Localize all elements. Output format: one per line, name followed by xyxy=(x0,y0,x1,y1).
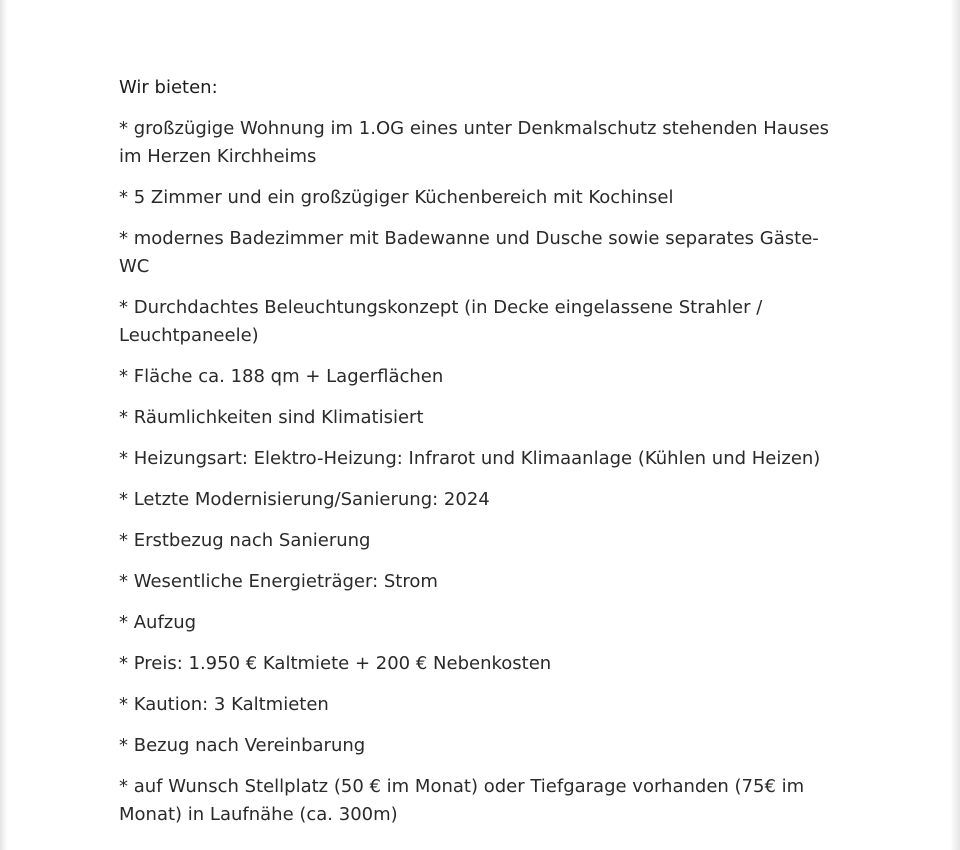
list-item: * Durchdachtes Beleuchtungskonzept (in Decke eingelassene Strahler / Leuchtpaneele) xyxy=(119,297,763,346)
list-item: * Heizungsart: Elektro-Heizung: Infrarot und Klimaanlage (Kühlen und Heizen) xyxy=(119,448,821,469)
list-item: * großzügige Wohnung im 1.OG eines unter Denkmalschutz stehenden Hauses im Herzen Kirchheims xyxy=(119,118,830,167)
list-item: * Erstbezug nach Sanierung xyxy=(119,530,371,551)
list-item: * Fläche ca. 188 qm + Lagerflächen xyxy=(119,366,444,387)
page-edge-right xyxy=(950,0,960,850)
document-content xyxy=(119,74,839,842)
section-heading: Wir bieten: xyxy=(119,77,218,98)
list-item: * modernes Badezimmer mit Badewanne und Dusche sowie separates Gäste-WC xyxy=(119,228,819,277)
list-item: * Bezug nach Vereinbarung xyxy=(119,735,366,756)
list-item: * Letzte Modernisierung/Sanierung: 2024 xyxy=(119,489,490,510)
list-item: * Preis: 1.950 € Kaltmiete + 200 € Nebenkosten xyxy=(119,653,552,674)
list-item: * Räumlichkeiten sind Klimatisiert xyxy=(119,407,424,428)
list-item: * auf Wunsch Stellplatz (50 € im Monat) oder Tiefgarage vorhanden (75€ im Monat) in Laufnähe (ca. 300m) xyxy=(119,776,805,825)
list-item: * Wesentliche Energieträger: Strom xyxy=(119,571,438,592)
list-item: * Aufzug xyxy=(119,612,197,633)
list-item: * Kaution: 3 Kaltmieten xyxy=(119,694,329,715)
page-edge-left xyxy=(0,0,8,850)
list-item: * 5 Zimmer und ein großzügiger Küchenbereich mit Kochinsel xyxy=(119,187,674,208)
